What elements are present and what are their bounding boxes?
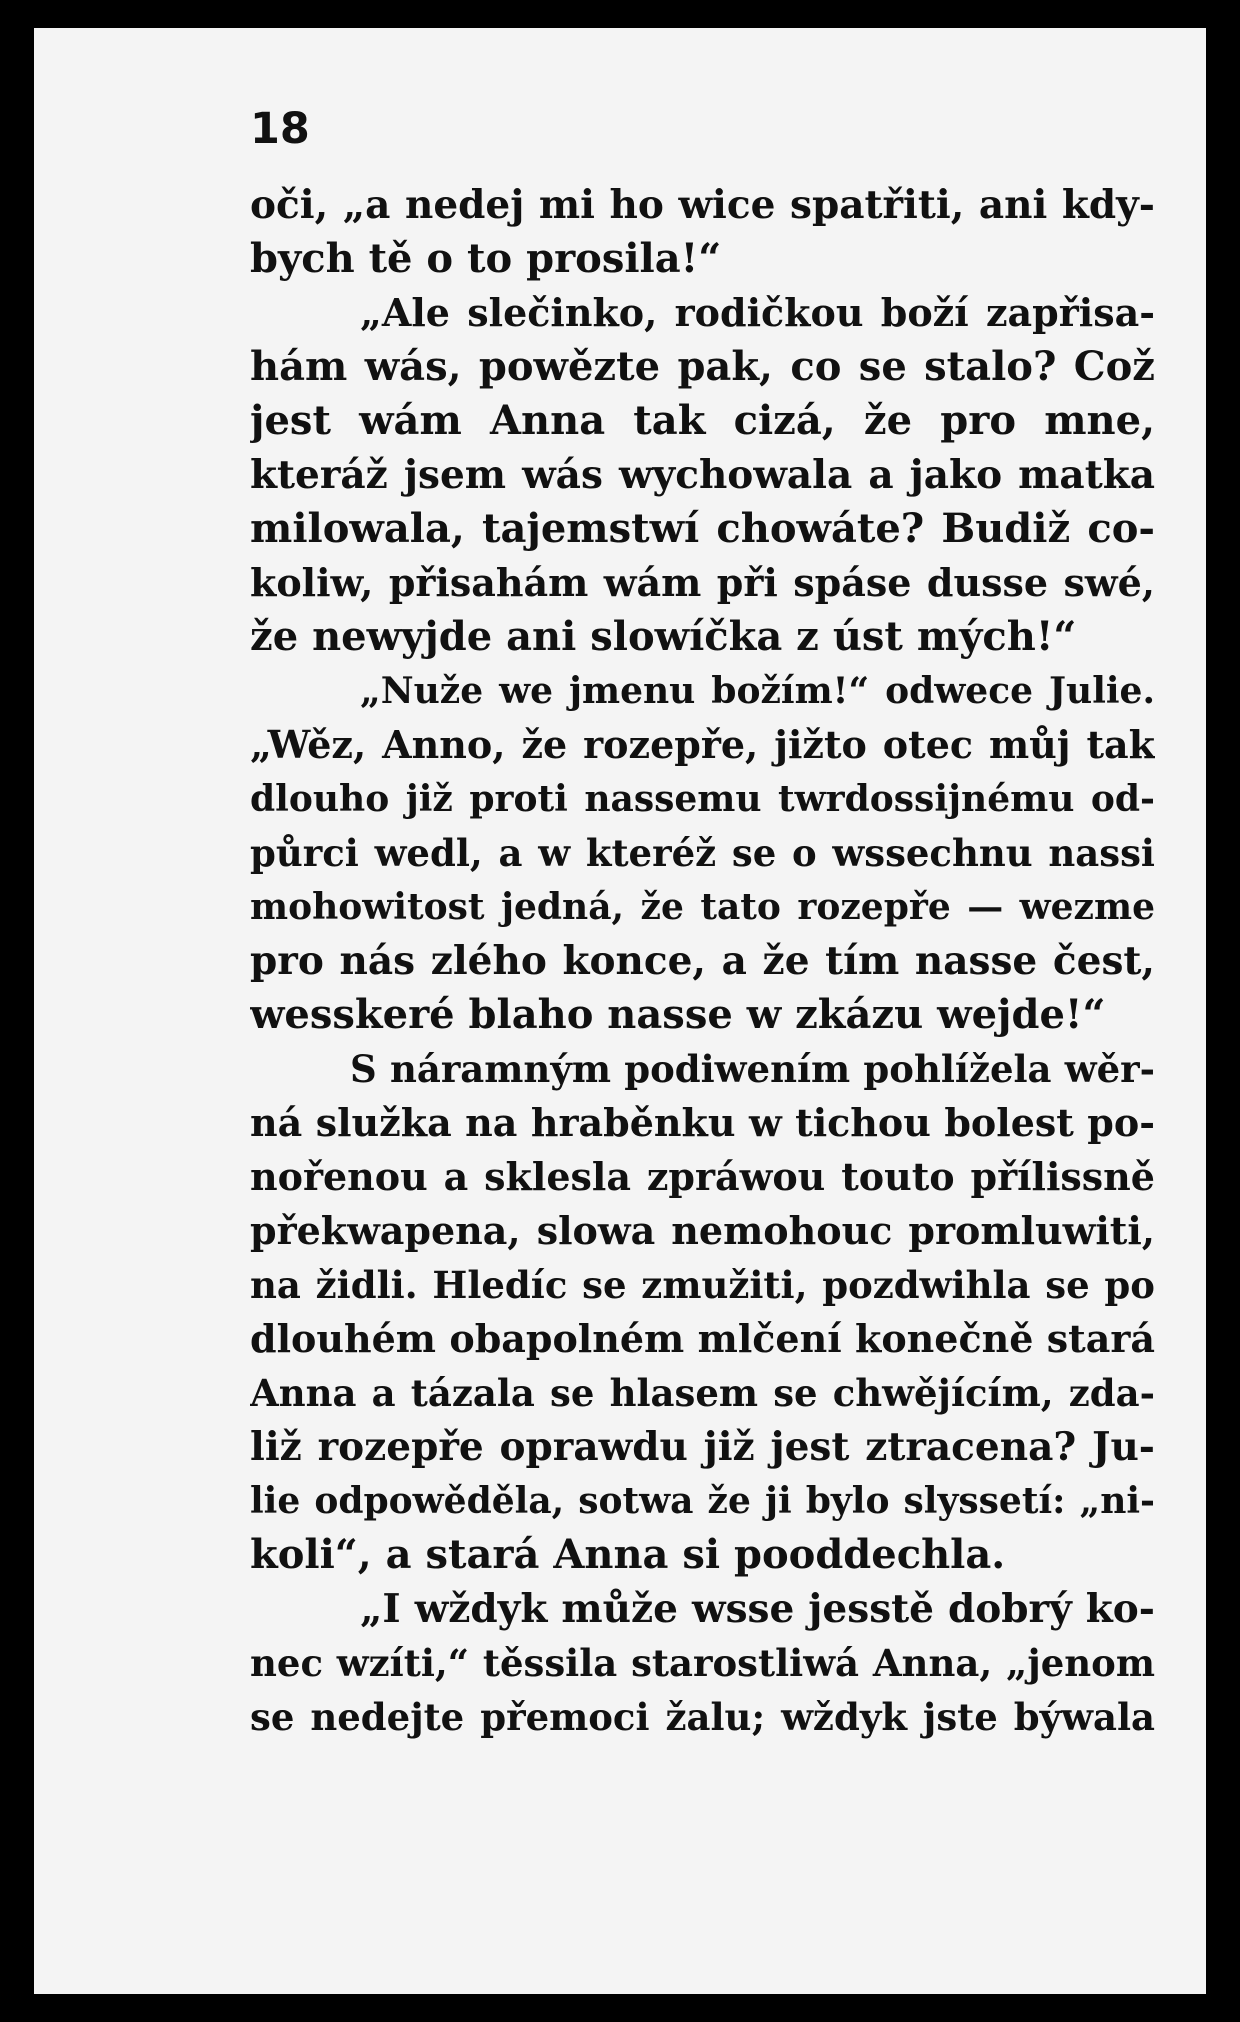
text-line: „Wěz, Anno, že rozepře, jižto otec můj tak (250, 722, 1155, 767)
text-line: „Ale slečinko, rodičkou boží zapřisa- (360, 290, 1155, 335)
text-line: na židli. Hledíc se zmužiti, pozdwihla se po (250, 1263, 1155, 1307)
text-line: pro nás zlého konce, a že tím nasse čest, (250, 938, 1155, 984)
text-line: bych tě o to prosila!“ (250, 235, 722, 282)
text-line: milowala, tajemstwí chowáte? Budiž co- (250, 505, 1155, 552)
text-line: se nedejte přemoci žalu; wždyk jste býwala (250, 1695, 1155, 1739)
text-line: nořenou a sklesla zpráwou touto přílissně (250, 1154, 1155, 1199)
text-line: lie odpowěděla, sotwa že ji bylo slyssetí: „ni- (250, 1480, 1155, 1522)
text-line: koli“, a stará Anna si pooddechla. (250, 1531, 1006, 1578)
text-line: liž rozepře oprawdu již jest ztracena? Ju- (250, 1424, 1155, 1470)
text-line: hám wás, powězte pak, co se stalo? Což (250, 343, 1155, 390)
text-line: S náramným podiwením pohlížela wěr- (350, 1047, 1155, 1091)
text-line: nec wzíti,“ těssila starostliwá Anna, „jenom (250, 1641, 1155, 1685)
text-line: mohowitost jedná, že tato rozepře — wezme (250, 886, 1155, 928)
text-line: ná služka na hraběnku w tichou bolest po- (250, 1100, 1155, 1145)
text-line: překwapena, slowa nemohouc promluwiti, (250, 1208, 1155, 1253)
text-line: Anna a tázala se hlasem se chwějícím, zda- (250, 1371, 1155, 1415)
text-line: „Nuže we jmenu božím!“ odwece Julie. (360, 670, 1155, 712)
text-line: wesskeré blaho nasse w zkázu wejde!“ (250, 991, 1106, 1038)
text-line: dlouho již proti nassemu twrdossijnému od- (250, 778, 1155, 820)
page-number: 18 (250, 104, 310, 154)
text-line: kteráž jsem wás wychowala a jako matka (250, 452, 1155, 498)
text-line: „I wždyk může wsse jesstě dobrý ko- (360, 1586, 1155, 1632)
text-line: půrci wedl, a w kteréž se o wssechnu nassi (250, 831, 1155, 875)
text-line: oči, „a nedej mi ho wice spatřiti, ani kdy- (250, 182, 1155, 228)
text-line: dlouhém obapolném mlčení konečně stará (250, 1316, 1155, 1361)
text-line: koliw, přisahám wám při spáse dusse swé, (250, 560, 1155, 605)
book-page (34, 28, 1206, 1994)
text-line: že newyjde ani slowíčka z úst mých!“ (250, 613, 1077, 660)
text-line: jest wám Anna tak cizá, že pro mne, (250, 397, 1155, 444)
